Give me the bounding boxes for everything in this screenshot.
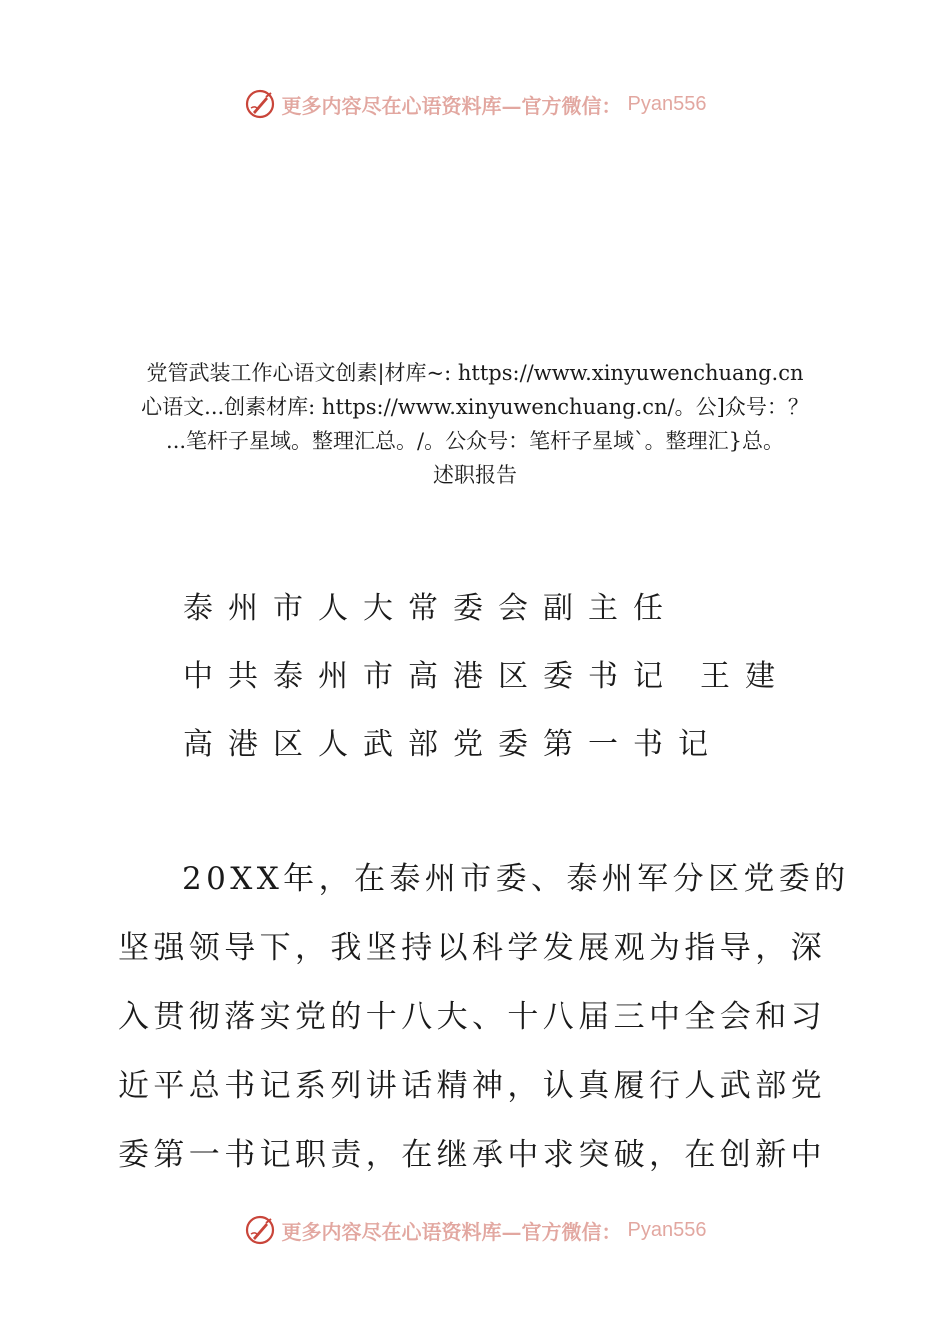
author-titles bbox=[183, 575, 863, 779]
author-name: 王建 bbox=[700, 659, 790, 694]
body-line: 近平总书记系列讲话精神，认真履行人武部党 bbox=[118, 1068, 826, 1104]
title-line: 泰州市人大常委会副主任 bbox=[183, 591, 678, 626]
body-line bbox=[118, 845, 850, 914]
quill-pen-logo-icon bbox=[244, 1214, 276, 1246]
header-line: ...笔杆子星域。整理汇总。/。公众号：笔杆子星域`。整理汇}总。 bbox=[166, 429, 784, 453]
body-line-text: 20XX年，在泰州市委、泰州军分区党委的 bbox=[182, 861, 850, 897]
body-line: 坚强领导下，我坚持以科学发展观为指导，深 bbox=[118, 930, 826, 966]
body-line: 入贯彻落实党的十八大、十八届三中全会和习 bbox=[118, 999, 826, 1035]
watermark-text: 更多内容尽在心语资料库—官方微信： bbox=[281, 93, 622, 118]
quill-pen-logo-icon bbox=[244, 88, 276, 120]
watermark-wechat-id: Pyan556 bbox=[627, 1218, 707, 1241]
header-line: 心语文...创素材库: https://www.xinyuwenchuang.cn/。公]众号：？ bbox=[141, 395, 809, 419]
header-line: 党管武装工作心语文创素|材库~: https://www.xinyuwenchuang.cn bbox=[146, 361, 804, 385]
title-line: 高港区人武部党委第一书记 bbox=[183, 727, 723, 762]
title-text: 中共泰州市高港区委书记 bbox=[183, 659, 678, 694]
body-paragraph bbox=[118, 845, 850, 1190]
watermark-wechat-id: Pyan556 bbox=[627, 92, 707, 115]
body-line: 委第一书记职责，在继承中求突破，在创新中 bbox=[118, 1137, 826, 1173]
title-line bbox=[183, 643, 863, 711]
watermark-bottom bbox=[0, 1210, 950, 1250]
header-line: 述职报告 bbox=[433, 463, 517, 487]
watermark-text: 更多内容尽在心语资料库—官方微信： bbox=[281, 1219, 622, 1244]
document-header bbox=[100, 356, 850, 492]
watermark-top bbox=[0, 84, 950, 124]
